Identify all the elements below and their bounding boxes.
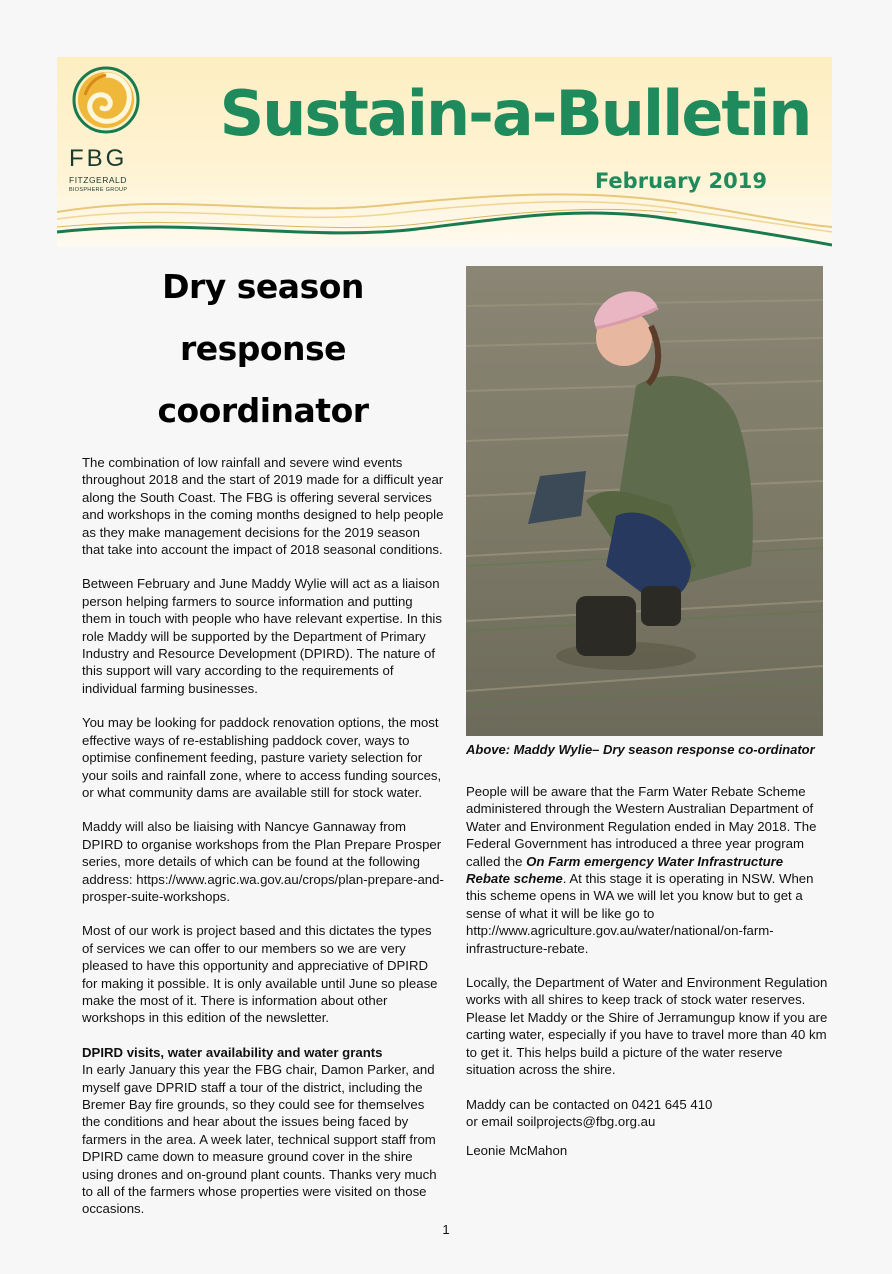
logo-tagline: BIOSPHERE GROUP (69, 187, 128, 193)
article-headline: Dry season response coordinator (157, 267, 369, 430)
author-name: Leonie McMahon (466, 1143, 568, 1159)
right-column (466, 266, 828, 1177)
paragraph: You may be looking for paddock renovation options, the most effective ways of re-establishing paddock cover, ways to optimise confinement feeding, pasture variety selection for your soils and rainfall zone, where to access funding sources, or what community dams are available still for stock water. (82, 715, 442, 800)
header-banner (57, 57, 832, 247)
text-run: People will be aware that the Farm Water Rebate Scheme administered through the Western Australian Department of Water and Environment Regulation ended in May 2018. The Federal Government has introduced a three year program called the (466, 784, 817, 869)
paragraph: The combination of low rainfall and severe wind events throughout 2018 and the start of 2019 made for a difficult year along the South Coast. The FBG is offering several services and workshops in the coming months designed to help people as they make management decisions for the 2019 season that take into account the impact of 2018 seasonal conditions. (82, 455, 444, 558)
page-number: 1 (442, 1222, 450, 1237)
contact-email: or email soilprojects@fbg.org.au (466, 1113, 656, 1129)
paragraph: Maddy will also be liaising with Nancye Gannaway from DPIRD to organise workshops from the Plan Prepare Prosper series, more details of which can be found at the following address: https://www.agric.wa.gov.au/crops/plan-prepare-and-prosper-suite-workshops. (82, 819, 444, 904)
contact-phone: Maddy can be contacted on 0421 645 410 (466, 1096, 713, 1112)
fbg-logo (69, 63, 149, 193)
portrait-photo (466, 266, 823, 736)
bulletin-title: Sustain-a-Bulletin (219, 77, 811, 150)
contact-info (466, 1096, 828, 1131)
photo-caption: Above: Maddy Wylie– Dry season response co-ordinator (466, 742, 815, 757)
left-column (82, 256, 444, 1235)
logo-abbr: FBG (69, 145, 128, 172)
section-subheading: DPIRD visits, water availability and water grants (82, 1044, 383, 1060)
fbg-swirl-icon (71, 65, 141, 135)
paragraph: Locally, the Department of Water and Environment Regulation works with all shires to keep track of stock water reserves. Please let Maddy or the Shire of Jerramungup know if you are carting water, especially if you have to travel more than 40 km to get it. This helps build a picture of the water reserve situation across the shire. (466, 975, 828, 1078)
paragraph: Between February and June Maddy Wylie will act as a liaison person helping farmers to source information and putting them in touch with people who have relevant expertise. In this role Maddy will be supported by the Department of Primary Industry and Resource Development (DPIRD). The nature of this support will vary according to the requirements of individual farming businesses. (82, 576, 442, 696)
issue-date: February 2019 (594, 169, 767, 193)
paragraph (466, 783, 828, 957)
decorative-waves (57, 187, 832, 247)
paragraph: Most of our work is project based and this dictates the types of services we can offer to our members so we are very pleased to have this opportunity and appreciative of DPIRD for making it possible. It is only available until June so please make the most of it. There is information about other workshops in this edition of the newsletter. (82, 923, 438, 1026)
paragraph: In early January this year the FBG chair, Damon Parker, and myself gave DPRID staff a tour of the district, including the Bremer Bay fire grounds, so they could see for themselves the conditions and hear about the issues being faced by farmers in the area. A week later, technical support staff from DPIRD came down to measure ground cover in the shire using drones and on-ground plant counts. Thanks very much to all of the farmers whose properties were visited on those occasions. (82, 1062, 437, 1217)
scheme-name: On Farm emergency Water Infrastructure Rebate scheme (466, 853, 784, 887)
logo-name: FITZGERALD (69, 175, 127, 185)
text-run: . At this stage it is operating in NSW. When this scheme opens in WA we will let you know but to get a sense of what it will be like go to http://www.agriculture.gov.au/water/national/on-farm-infrastructure-rebate. (466, 871, 814, 956)
